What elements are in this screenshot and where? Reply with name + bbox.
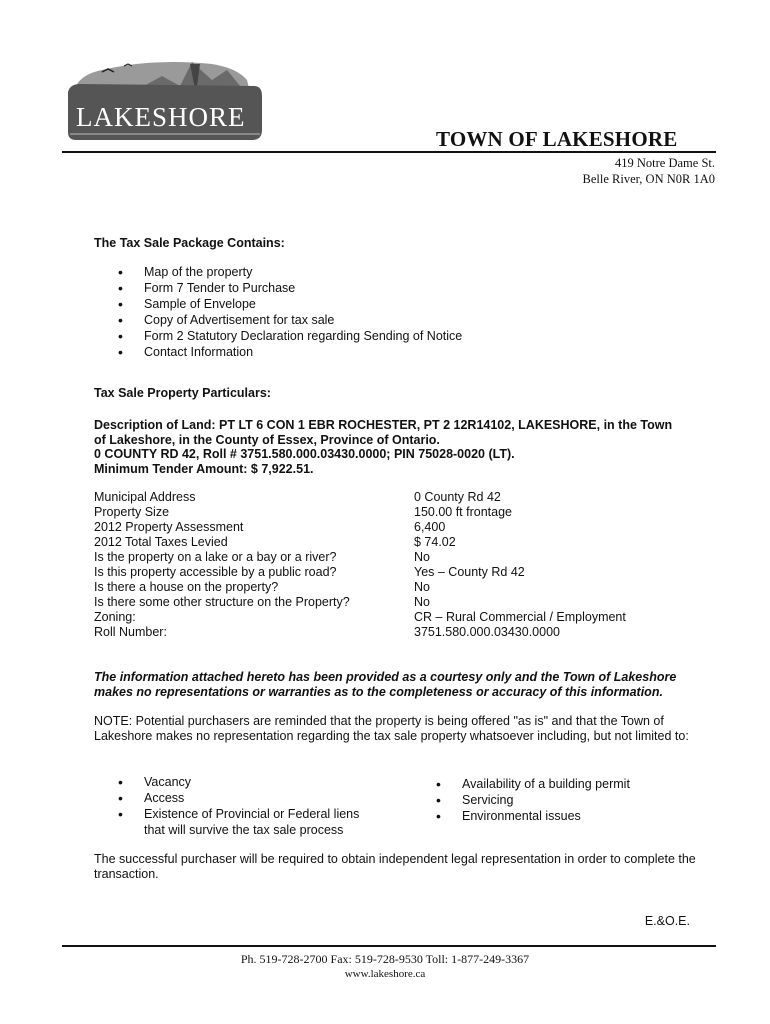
property-row bbox=[94, 580, 714, 595]
property-row bbox=[94, 505, 714, 520]
note-paragraph: NOTE: Potential purchasers are reminded that the property is being offered "as is" and that the Town of Lakeshore makes no representation regarding the tax sale property whatsoever including, but not limited to: bbox=[94, 714, 689, 743]
disclaimer-line: The information attached hereto has been provided as a courtesy only and the Town of Lakeshore bbox=[94, 670, 677, 684]
description-line: of Lakeshore, in the County of Essex, Province of Ontario. bbox=[94, 432, 440, 447]
note-item: • Existence of Provincial or Federal liens bbox=[118, 806, 359, 822]
package-item: • Map of the property bbox=[118, 264, 462, 280]
footer-phones: Ph. 519-728-2700 Fax: 519-728-9530 Toll: 1-877-249-3367 bbox=[240, 952, 530, 966]
row-value: 150.00 ft frontage bbox=[414, 505, 512, 519]
description-line: Description of Land: PT LT 6 CON 1 EBR ROCHESTER, PT 2 12R14102, LAKESHORE, in the Town bbox=[94, 418, 673, 432]
note-list-right bbox=[436, 776, 630, 824]
row-value: $ 74.02 bbox=[414, 535, 456, 549]
row-value: No bbox=[414, 595, 430, 609]
row-label: Municipal Address bbox=[94, 490, 196, 504]
property-row bbox=[94, 610, 714, 625]
footer-rule bbox=[62, 945, 716, 947]
header-rule bbox=[62, 151, 716, 153]
document-title: TOWN OF LAKESHORE bbox=[436, 127, 678, 151]
row-value: Yes – County Rd 42 bbox=[414, 565, 525, 579]
eoe-mark: E.&O.E. bbox=[644, 914, 690, 928]
minimum-tender: Minimum Tender Amount: $ 7,922.51. bbox=[94, 461, 314, 476]
package-item: • Copy of Advertisement for tax sale bbox=[118, 312, 462, 328]
note-item: • Environmental issues bbox=[436, 808, 630, 824]
address-line1: 419 Notre Dame St. bbox=[615, 156, 715, 170]
property-row bbox=[94, 490, 714, 505]
package-item: • Form 2 Statutory Declaration regarding Sending of Notice bbox=[118, 328, 462, 344]
property-row bbox=[94, 565, 714, 580]
package-item: • Sample of Envelope bbox=[118, 296, 462, 312]
row-label: Property Size bbox=[94, 505, 170, 519]
row-label: Is this property accessible by a public road? bbox=[94, 565, 337, 579]
footer-website: www.lakeshore.ca bbox=[344, 968, 426, 980]
row-label: Is there some other structure on the Property? bbox=[94, 595, 350, 609]
row-label: 2012 Property Assessment bbox=[94, 520, 244, 534]
row-label: Zoning: bbox=[94, 610, 136, 624]
note-item: • Access bbox=[118, 790, 359, 806]
address-line2: Belle River, ON N0R 1A0 bbox=[582, 172, 715, 186]
property-row bbox=[94, 550, 714, 565]
row-label: Is there a house on the property? bbox=[94, 580, 279, 594]
note-item-continuation: that will survive the tax sale process bbox=[144, 823, 344, 837]
legal-representation-note: The successful purchaser will be required to obtain independent legal representation in order to complete the transaction. bbox=[94, 852, 696, 881]
disclaimer-line: makes no representations or warranties as to the completeness or accuracy of this information. bbox=[94, 685, 663, 699]
package-list bbox=[118, 264, 462, 360]
description-line: 0 COUNTY RD 42, Roll # 3751.580.000.03430.0000; PIN 75028-0020 (LT). bbox=[94, 447, 515, 461]
package-heading: The Tax Sale Package Contains: bbox=[94, 236, 285, 250]
property-row bbox=[94, 520, 714, 535]
row-label: Is the property on a lake or a bay or a river? bbox=[94, 550, 337, 564]
row-label: Roll Number: bbox=[94, 625, 167, 639]
note-item: • Availability of a building permit bbox=[436, 776, 630, 792]
row-value: No bbox=[414, 550, 430, 564]
property-row bbox=[94, 595, 714, 610]
disclaimer bbox=[94, 670, 714, 700]
particulars-heading: Tax Sale Property Particulars: bbox=[94, 386, 271, 400]
row-value: No bbox=[414, 580, 430, 594]
property-row bbox=[94, 535, 714, 550]
row-value: 6,400 bbox=[414, 520, 446, 534]
property-row bbox=[94, 625, 714, 640]
logo-text: LAKESHORE bbox=[76, 102, 246, 132]
row-label: 2012 Total Taxes Levied bbox=[94, 535, 228, 549]
land-description bbox=[94, 418, 714, 476]
lakeshore-logo bbox=[62, 50, 264, 142]
note-item: • Vacancy bbox=[118, 774, 359, 790]
note-item: • Servicing bbox=[436, 792, 630, 808]
package-item: • Contact Information bbox=[118, 344, 462, 360]
note-list-left bbox=[118, 774, 359, 838]
package-item: • Form 7 Tender to Purchase bbox=[118, 280, 462, 296]
row-value: 0 County Rd 42 bbox=[414, 490, 501, 504]
row-value: CR – Rural Commercial / Employment bbox=[414, 610, 626, 624]
row-value: 3751.580.000.03430.0000 bbox=[414, 625, 560, 639]
